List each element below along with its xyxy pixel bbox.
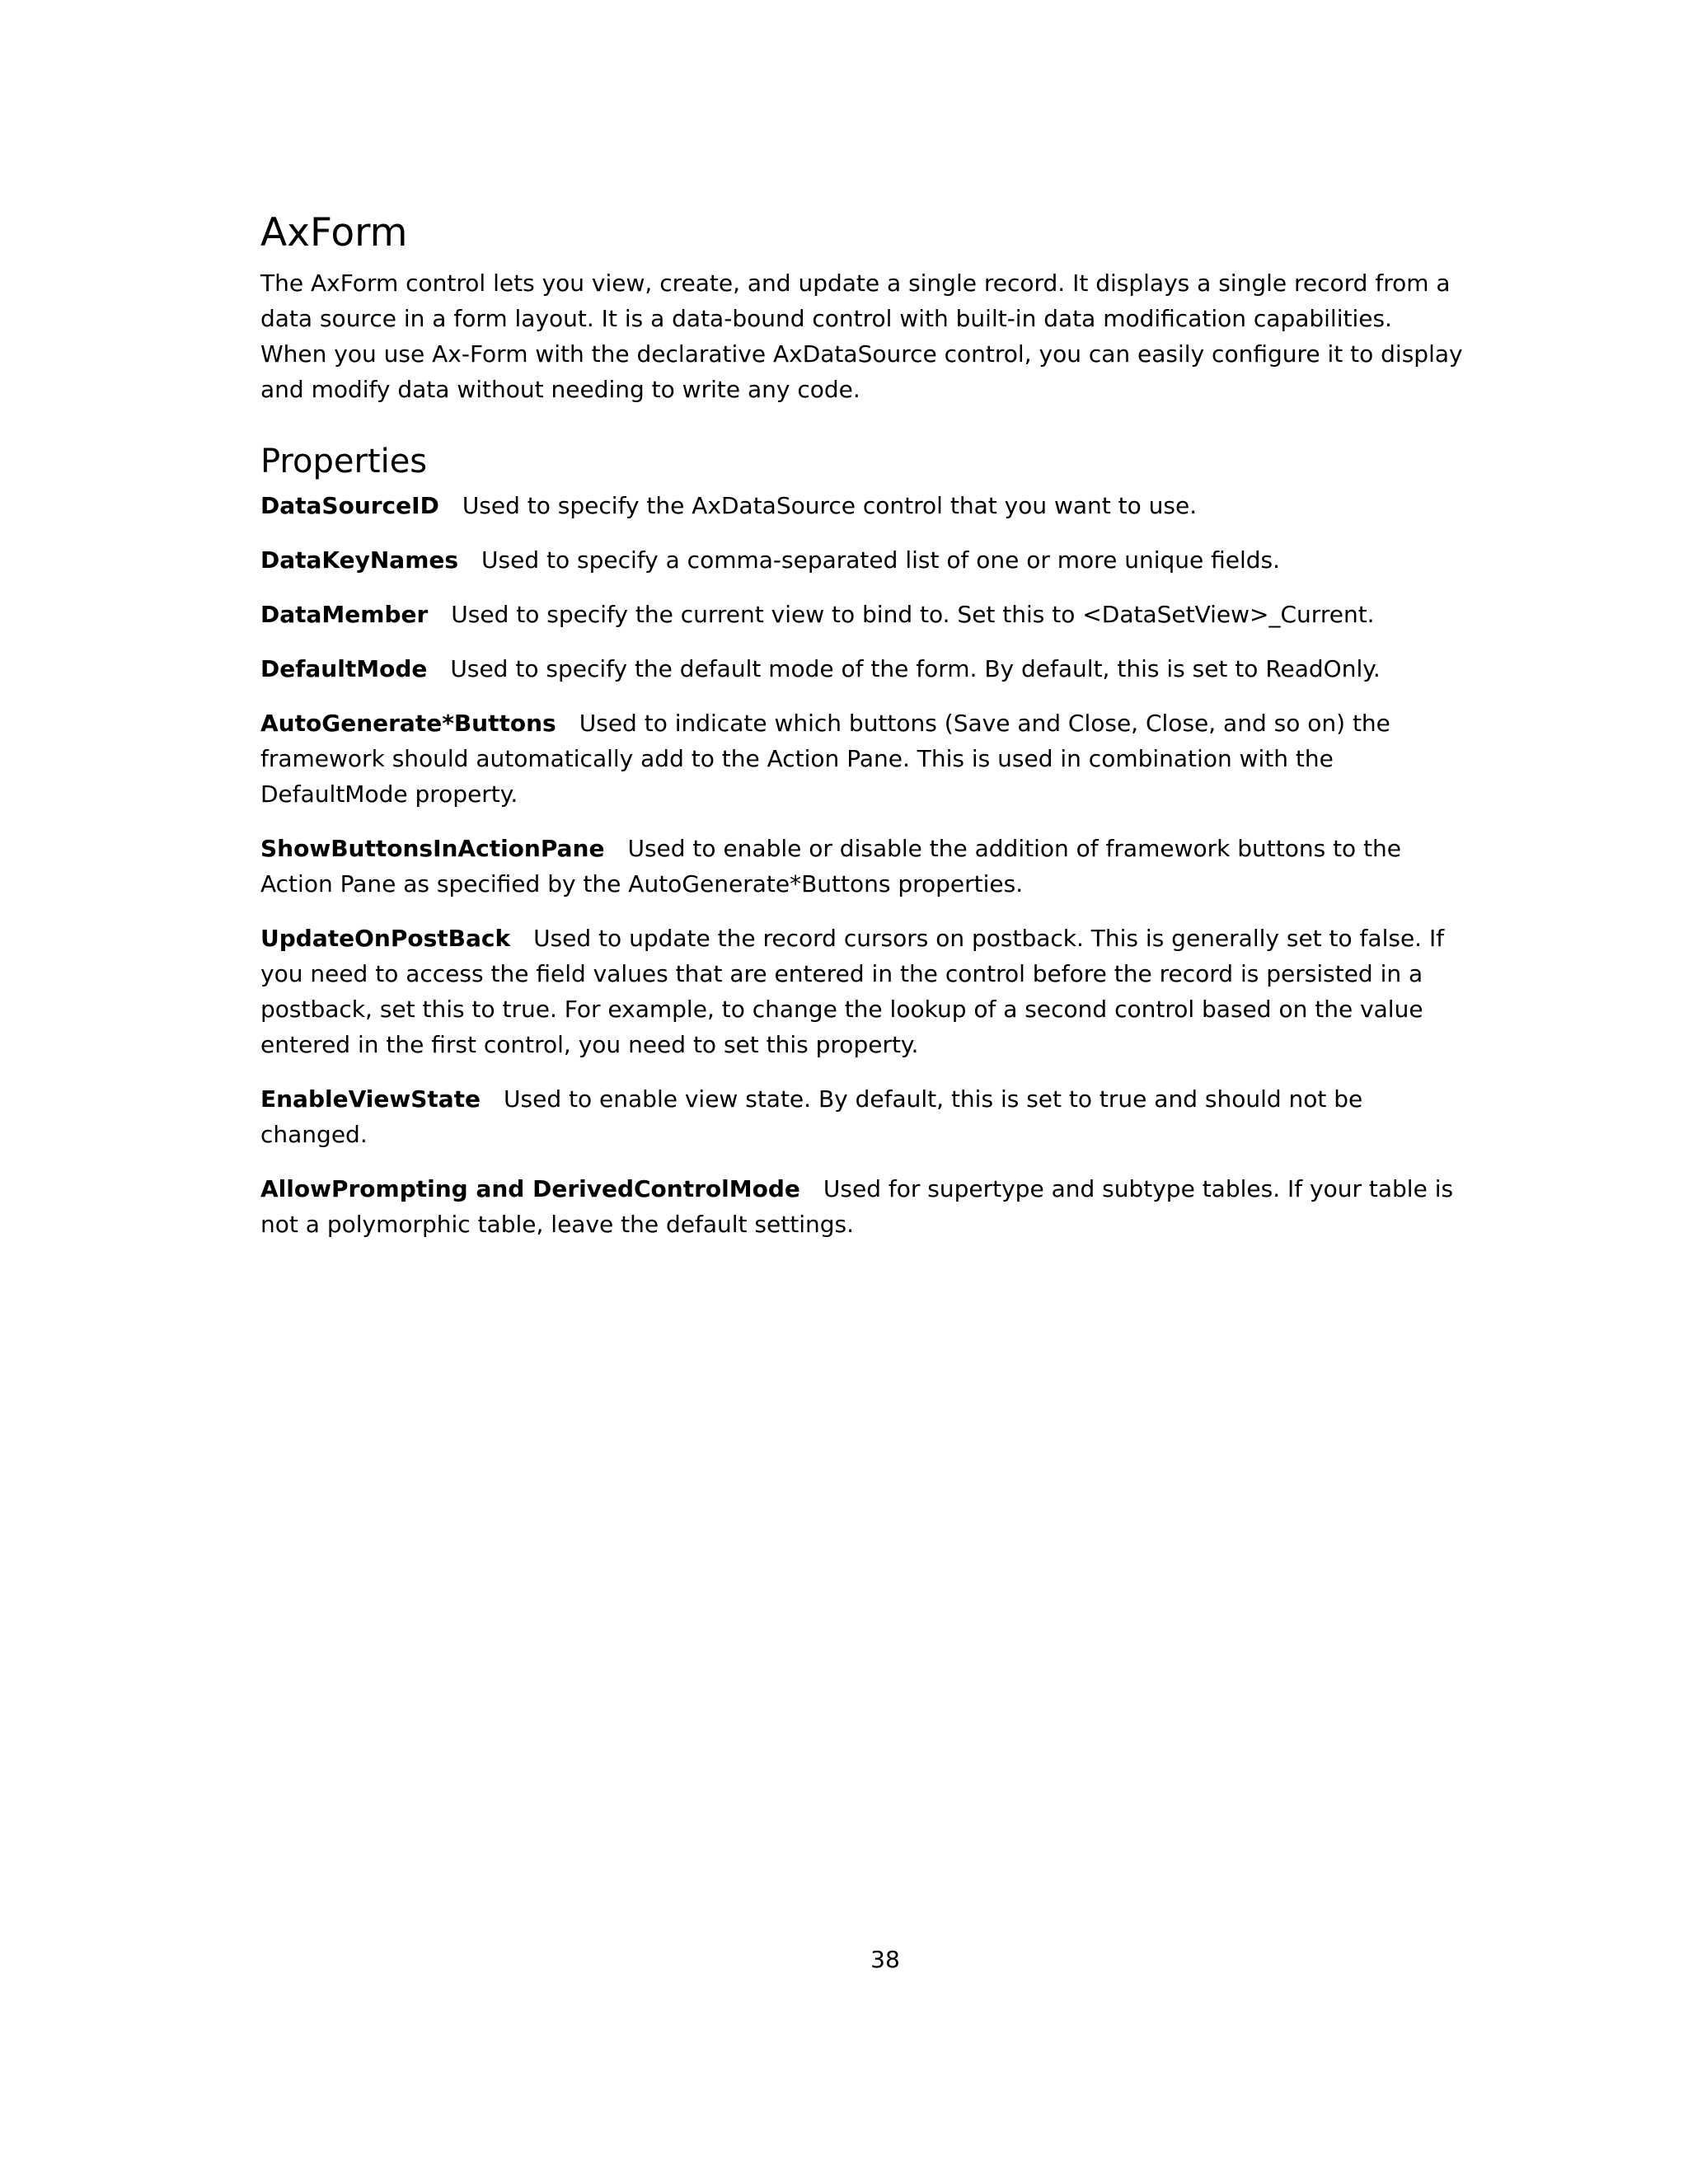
- property-item: [260, 831, 1464, 902]
- property-name: DataKeyNames: [260, 546, 459, 574]
- intro-paragraph: The AxForm control lets you view, create, and update a single record. It displays a single record from a data source in a form layout. It is a data-bound control with built-in data modification capabilities. When you use Ax-Form with the declarative AxDataSource control, you can easily configure it to display and modify data without needing to write any code.: [260, 269, 1463, 403]
- property-name: DataSourceID: [260, 492, 439, 519]
- property-name: ShowButtonsInActionPane: [260, 835, 605, 862]
- property-item: [260, 1081, 1464, 1152]
- property-item: [260, 1171, 1464, 1242]
- property-name: AllowPrompting and DerivedControlMode: [260, 1175, 800, 1202]
- property-item: [260, 921, 1464, 1062]
- property-name: UpdateOnPostBack: [260, 925, 511, 952]
- property-item: [260, 488, 1464, 523]
- property-item: [260, 651, 1464, 687]
- property-description: Used to specify the default mode of the form. By default, this is set to ReadOnly.: [450, 655, 1381, 682]
- property-name: DataMember: [260, 601, 429, 628]
- property-item: [260, 597, 1464, 632]
- property-name: AutoGenerate*Buttons: [260, 710, 556, 737]
- property-name: EnableViewState: [260, 1085, 481, 1113]
- property-name: DefaultMode: [260, 655, 428, 682]
- page-number: 38: [870, 1946, 900, 1973]
- property-description: Used to indicate which buttons (Save and Close, Close, and so on) the framework should automatically add to the Action Pane. This is used in combination with the DefaultMode property.: [260, 710, 1390, 808]
- property-description: Used to enable or disable the addition of framework buttons to the Action Pane as specified by the AutoGenerate*Buttons properties.: [260, 835, 1402, 898]
- property-description: Used to specify the current view to bind to. Set this to <DataSetView>_Current.: [451, 601, 1375, 628]
- property-description: Used to enable view state. By default, this is set to true and should not be changed.: [260, 1085, 1363, 1148]
- property-description: Used to specify the AxDataSource control that you want to use.: [462, 492, 1198, 519]
- page-content: [260, 206, 1464, 1261]
- property-description: Used to update the record cursors on postback. This is generally set to false. If you need to access the field values that are entered in the control before the record is persisted in a postback, set this to true. For example, to change the lookup of a second control based on the value entered in the first control, you need to set this property.: [260, 925, 1445, 1058]
- property-item: [260, 705, 1464, 812]
- property-item: [260, 542, 1464, 578]
- property-description: Used for supertype and subtype tables. If your table is not a polymorphic table, leave the default settings.: [260, 1175, 1454, 1238]
- section-heading-properties: Properties: [260, 443, 428, 480]
- page-title: AxForm: [260, 210, 408, 255]
- properties-list: [260, 488, 1464, 1242]
- property-description: Used to specify a comma-separated list of one or more unique fields.: [481, 546, 1281, 574]
